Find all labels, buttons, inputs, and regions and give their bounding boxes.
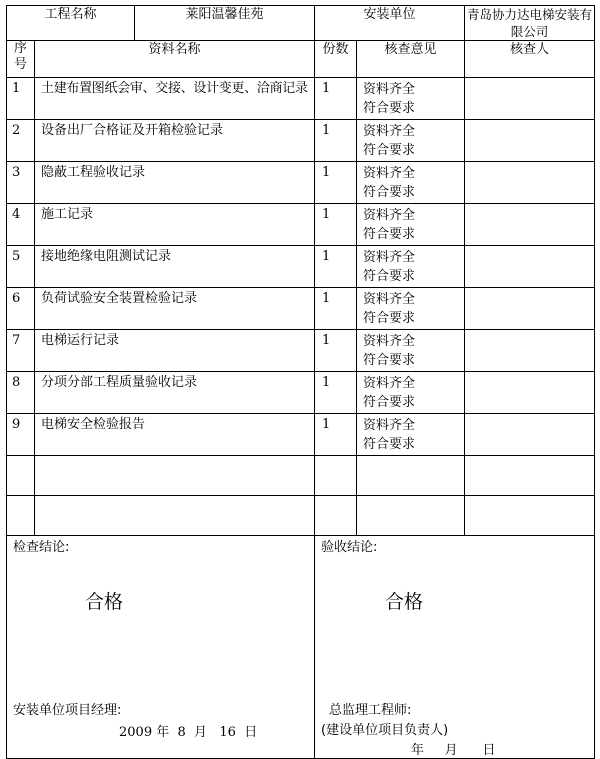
install-unit-value: 青岛协力达电梯安装有限公司 bbox=[465, 6, 595, 41]
doc-name: 设备出厂合格证及开箱检验记录 bbox=[35, 120, 315, 162]
row-number: 2 bbox=[7, 120, 35, 162]
copies: 1 bbox=[315, 204, 357, 246]
install-unit-label: 安装单位 bbox=[315, 6, 465, 41]
opinion-line1: 资料齐全 bbox=[363, 166, 416, 181]
row-number: 5 bbox=[7, 246, 35, 288]
doc-name: 隐蔽工程验收记录 bbox=[35, 162, 315, 204]
row-number: 7 bbox=[7, 330, 35, 372]
opinion-line2: 符合要求 bbox=[363, 269, 416, 284]
opinion-line2: 符合要求 bbox=[363, 143, 416, 158]
project-name-label: 工程名称 bbox=[7, 6, 135, 41]
checker-cell bbox=[465, 246, 595, 288]
col-doc-name: 资料名称 bbox=[35, 41, 315, 78]
opinion-line1: 资料齐全 bbox=[363, 334, 416, 349]
checker-cell bbox=[465, 162, 595, 204]
inspection-conclusion-label: 检查结论: bbox=[13, 540, 70, 555]
opinion-line1: 资料齐全 bbox=[363, 376, 416, 391]
table-row bbox=[7, 246, 595, 288]
row-number: 6 bbox=[7, 288, 35, 330]
doc-name: 土建布置图纸会审、交接、设计变更、洽商记录 bbox=[35, 78, 315, 120]
row-number: 8 bbox=[7, 372, 35, 414]
checker-cell bbox=[465, 330, 595, 372]
opinion-line1: 资料齐全 bbox=[363, 124, 416, 139]
doc-name: 接地绝缘电阻测试记录 bbox=[35, 246, 315, 288]
conclusion-row bbox=[7, 536, 595, 759]
doc-name: 负荷试验安全装置检验记录 bbox=[35, 288, 315, 330]
opinion-line2: 符合要求 bbox=[363, 227, 416, 242]
table-row bbox=[7, 288, 595, 330]
table-row bbox=[7, 120, 595, 162]
table-row bbox=[7, 78, 595, 120]
doc-name: 分项分部工程质量验收记录 bbox=[35, 372, 315, 414]
table-row bbox=[7, 204, 595, 246]
inspection-conclusion-cell bbox=[7, 536, 315, 759]
row-number: 1 bbox=[7, 78, 35, 120]
document-table bbox=[6, 5, 595, 759]
header-row bbox=[7, 6, 595, 41]
row-number: 9 bbox=[7, 414, 35, 456]
opinion-line1: 资料齐全 bbox=[363, 418, 416, 433]
chief-supervisor-label: 总监理工程师: bbox=[329, 703, 412, 718]
acceptance-date: 年 月 日 bbox=[411, 743, 496, 758]
opinion-line1: 资料齐全 bbox=[363, 82, 416, 97]
inspection-result: 合格 bbox=[85, 591, 124, 613]
row-number: 4 bbox=[7, 204, 35, 246]
checker-cell bbox=[465, 78, 595, 120]
inspection-date: 2009 年 8 月 16 日 bbox=[119, 725, 258, 740]
project-name-value: 莱阳温馨佳苑 bbox=[135, 6, 315, 41]
checker-cell bbox=[465, 120, 595, 162]
opinion-line2: 符合要求 bbox=[363, 395, 416, 410]
opinion bbox=[357, 372, 465, 414]
copies: 1 bbox=[315, 414, 357, 456]
checker-cell bbox=[465, 414, 595, 456]
copies: 1 bbox=[315, 78, 357, 120]
checker-cell bbox=[465, 288, 595, 330]
table-row bbox=[7, 330, 595, 372]
opinion-line2: 符合要求 bbox=[363, 437, 416, 452]
opinion-line1: 资料齐全 bbox=[363, 292, 416, 307]
opinion-line2: 符合要求 bbox=[363, 311, 416, 326]
checker-cell bbox=[465, 372, 595, 414]
copies: 1 bbox=[315, 288, 357, 330]
col-seq: 序号 bbox=[7, 41, 35, 78]
checker-cell bbox=[465, 204, 595, 246]
opinion bbox=[357, 162, 465, 204]
inspection-form bbox=[6, 5, 594, 758]
col-opinion: 核查意见 bbox=[357, 41, 465, 78]
doc-name: 电梯运行记录 bbox=[35, 330, 315, 372]
opinion bbox=[357, 288, 465, 330]
opinion-line2: 符合要求 bbox=[363, 185, 416, 200]
acceptance-conclusion-label: 验收结论: bbox=[321, 540, 378, 555]
opinion-line2: 符合要求 bbox=[363, 101, 416, 116]
column-header-row bbox=[7, 41, 595, 78]
opinion bbox=[357, 246, 465, 288]
copies: 1 bbox=[315, 372, 357, 414]
col-checker: 核查人 bbox=[465, 41, 595, 78]
empty-row bbox=[7, 496, 595, 536]
opinion-line1: 资料齐全 bbox=[363, 250, 416, 265]
table-row bbox=[7, 372, 595, 414]
opinion bbox=[357, 414, 465, 456]
opinion-line2: 符合要求 bbox=[363, 353, 416, 368]
doc-name: 电梯安全检验报告 bbox=[35, 414, 315, 456]
opinion bbox=[357, 120, 465, 162]
copies: 1 bbox=[315, 162, 357, 204]
acceptance-conclusion-cell bbox=[315, 536, 595, 759]
owner-representative-label: (建设单位项目负责人) bbox=[321, 723, 449, 738]
opinion-line1: 资料齐全 bbox=[363, 208, 416, 223]
copies: 1 bbox=[315, 246, 357, 288]
install-manager-label: 安装单位项目经理: bbox=[13, 703, 122, 718]
row-number: 3 bbox=[7, 162, 35, 204]
doc-name: 施工记录 bbox=[35, 204, 315, 246]
table-row bbox=[7, 414, 595, 456]
opinion bbox=[357, 330, 465, 372]
table-row bbox=[7, 162, 595, 204]
opinion bbox=[357, 78, 465, 120]
opinion bbox=[357, 204, 465, 246]
copies: 1 bbox=[315, 120, 357, 162]
col-copies: 份数 bbox=[315, 41, 357, 78]
copies: 1 bbox=[315, 330, 357, 372]
empty-row bbox=[7, 456, 595, 496]
acceptance-result: 合格 bbox=[385, 591, 424, 613]
